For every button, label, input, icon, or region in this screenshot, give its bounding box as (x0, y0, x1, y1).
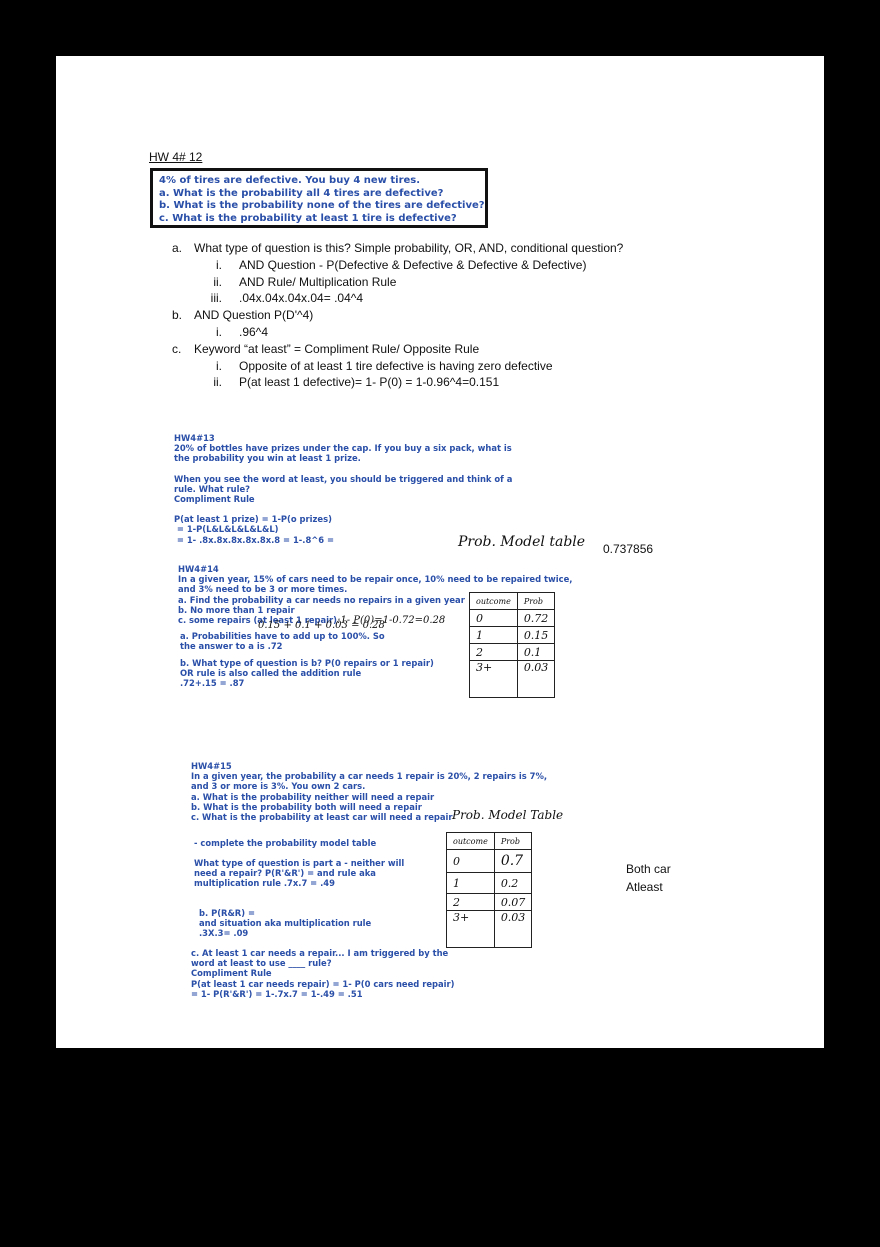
hw15-handwritten-label: Prob. Model Table (452, 808, 564, 822)
outline-item: i. Opposite of at least 1 tire defective is having zero defective (216, 358, 553, 373)
handwritten-answer-c: :1- P(0)=1-0.72=0.28 (337, 615, 446, 627)
hw14-handwritten-sum: 0.15 + 0.1 + 0.03 = 0.28 (258, 620, 385, 631)
hw14-prob-table: outcome Prob 0 0.72 1 0.15 2 0.1 3+ 0.03 (469, 592, 555, 698)
hw12-outline (172, 240, 623, 391)
hw15-block: HW4#15 In a given year, the probability a car needs 1 repair is 20%, 2 repairs is 7%, and 3 or more is 3%. You own 2 cars. a. What is the probability neither will need a repair b. What is the probability both will need a repair c. What is the probability at least car will need a repair (191, 761, 548, 823)
hw14-answer-b: b. What type of question is b? P(0 repairs or 1 repair) OR rule is also called the addition rule .72+.15 = .87 (180, 658, 434, 689)
hw14-answer-a: a. Probabilities have to add up to 100%. So the answer to a is .72 (180, 631, 385, 652)
problem-line: b. What is the probability none of the tires are defective? (159, 200, 485, 211)
problem-line: a. What is the probability all 4 tires are defective? (159, 187, 444, 199)
hw15-part-a: What type of question is part a - neither will need a repair? P(R'&R') = and rule aka multiplication rule .7x.7 = .49 (194, 858, 405, 889)
hw15-prob-table: outcome Prob 0 0.7 1 0.2 2 0.07 3+ 0.03 (446, 832, 532, 948)
hw15-part-c: c. At least 1 car needs a repair... I am triggered by the word at least to use ____ rule? Compliment Rule P(at least 1 car needs repair) = 1- P(0 cars need repair) = 1- P(R'&R') = 1-.7x.7 = 1-.49 = .51 (191, 948, 455, 999)
hw15-side-notes: Both car Atleast (626, 862, 671, 894)
hw15-part-b: b. P(R&R) = and situation aka multiplication rule .3X.3= .09 (199, 908, 372, 939)
hw12-problem-box (150, 168, 488, 228)
outline-item: b. AND Question P(D'^4) (172, 308, 314, 323)
outline-item: i. AND Question - P(Defective & Defective & Defective & Defective) (216, 257, 587, 272)
outline-item: a. What type of question is this? Simple probability, OR, AND, conditional question? (172, 241, 624, 255)
outline-item: ii. AND Rule/ Multiplication Rule (213, 274, 397, 289)
document-page (56, 56, 824, 1048)
outline-item: c. Keyword “at least” = Compliment Rule/ Opposite Rule (172, 341, 480, 356)
hw13-answer: 0.737856 (603, 542, 654, 556)
hw13-block: HW4#13 20% of bottles have prizes under the cap. If you buy a six pack, what is the probability you win at least 1 prize. When you see the word at least, you should be triggered and think of a rule. What rule? Compliment Rule P(at least 1 prize) = 1-P(o prizes) = 1-P(L&L&L&L&L&L) = 1- .8x.8x.8x.8x.8x.8 = 1-.8^6 = (174, 433, 513, 545)
outline-item: ii. P(at least 1 defective)= 1- P(0) = 1-0.96^4=0.151 (213, 375, 500, 390)
outline-item: iii. .04x.04x.04x.04= .04^4 (210, 291, 364, 306)
hw15-complete-line: - complete the probability model table (194, 838, 377, 848)
hw12-title: HW 4# 12 (149, 150, 203, 164)
hw13-handwritten-label: Prob. Model table (458, 534, 586, 550)
problem-line: c. What is the probability at least 1 tire is defective? (159, 212, 457, 224)
outline-item: i. .96^4 (216, 324, 268, 339)
hw14-block: HW4#14 In a given year, 15% of cars need to be repair once, 10% need to be repaired twice, and 3% need to be 3 or more times. a. Find the probability a car needs no repairs in a given year b. No more than 1 repair c. some repairs (at least 1 repair):1- P(0)=1-0.72=0.28 (178, 564, 573, 627)
problem-line: 4% of tires are defective. You buy 4 new tires. (159, 175, 421, 186)
